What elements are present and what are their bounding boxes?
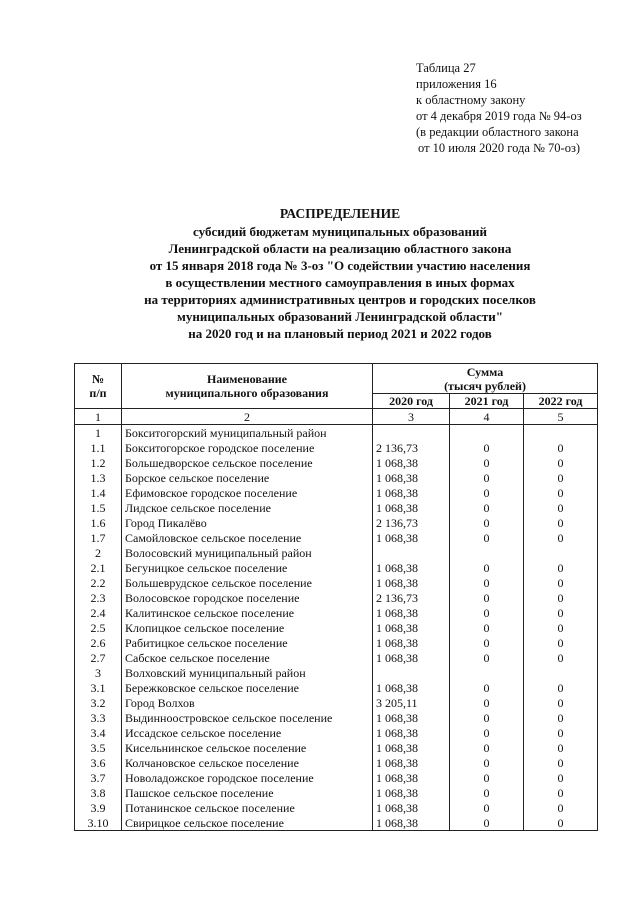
- municipality-name: Кисельнинское сельское поселение: [122, 740, 373, 755]
- ref-line: к областному закону: [416, 93, 526, 107]
- table-row: [75, 440, 598, 455]
- municipality-name: Потанинское сельское поселение: [122, 800, 373, 815]
- table-row: [75, 665, 598, 680]
- municipality-name: Город Волхов: [122, 695, 373, 710]
- table-row: [75, 710, 598, 725]
- header-sum: Сумма (тысяч рублей): [373, 364, 598, 394]
- ref-line: Таблица 27: [416, 61, 476, 75]
- amount-2022: 0: [524, 620, 598, 635]
- amount-2020: 1 068,38: [373, 620, 450, 635]
- title-line: от 15 января 2018 года № 3-оз "О содействии участию населения: [149, 258, 531, 273]
- row-number: 3.7: [75, 770, 122, 785]
- amount-2022: 0: [524, 470, 598, 485]
- table-row: [75, 680, 598, 695]
- amount-2020: 1 068,38: [373, 785, 450, 800]
- amount-2021: 0: [450, 785, 524, 800]
- amount-2021: [450, 545, 524, 560]
- table-row: [75, 485, 598, 500]
- row-number: 1: [75, 425, 122, 441]
- table-row: [75, 425, 598, 441]
- amount-2022: 0: [524, 575, 598, 590]
- amount-2020: 1 068,38: [373, 575, 450, 590]
- row-number: 3.6: [75, 755, 122, 770]
- table-row: [75, 725, 598, 740]
- amount-2021: 0: [450, 440, 524, 455]
- table-row: [75, 800, 598, 815]
- index-cell: 3: [373, 409, 450, 425]
- row-number: 1.6: [75, 515, 122, 530]
- table-row: [75, 500, 598, 515]
- table-row: [75, 650, 598, 665]
- subsidy-table: [74, 363, 598, 831]
- amount-2021: 0: [450, 605, 524, 620]
- amount-2020: 1 068,38: [373, 635, 450, 650]
- row-number: 3: [75, 665, 122, 680]
- municipality-name: Сабское сельское поселение: [122, 650, 373, 665]
- amount-2020: [373, 425, 450, 441]
- row-number: 1.5: [75, 500, 122, 515]
- amount-2022: [524, 545, 598, 560]
- amount-2020: 1 068,38: [373, 710, 450, 725]
- amount-2020: 1 068,38: [373, 530, 450, 545]
- ref-line: от 10 июля 2020 года № 70-оз): [418, 141, 581, 155]
- table-row: [75, 770, 598, 785]
- amount-2022: 0: [524, 560, 598, 575]
- header-name: Наименование муниципального образования: [122, 364, 373, 409]
- index-cell: 5: [524, 409, 598, 425]
- ref-line: приложения 16: [416, 77, 497, 91]
- amount-2022: [524, 665, 598, 680]
- table-row: [75, 590, 598, 605]
- index-cell: 1: [75, 409, 122, 425]
- amount-2021: 0: [450, 650, 524, 665]
- amount-2021: 0: [450, 485, 524, 500]
- table-row: [75, 785, 598, 800]
- row-number: 2.6: [75, 635, 122, 650]
- amount-2021: 0: [450, 815, 524, 831]
- amount-2020: 1 068,38: [373, 485, 450, 500]
- row-number: 2.1: [75, 560, 122, 575]
- row-number: 1.3: [75, 470, 122, 485]
- row-number: 3.1: [75, 680, 122, 695]
- amount-2022: 0: [524, 455, 598, 470]
- amount-2020: [373, 545, 450, 560]
- amount-2020: 1 068,38: [373, 500, 450, 515]
- amount-2021: [450, 665, 524, 680]
- row-number: 1.7: [75, 530, 122, 545]
- amount-2021: 0: [450, 740, 524, 755]
- title-line: на территориях административных центров и городских поселков: [144, 292, 536, 307]
- amount-2021: 0: [450, 635, 524, 650]
- title-heading: РАСПРЕДЕЛЕНИЕ: [279, 206, 401, 221]
- amount-2022: 0: [524, 710, 598, 725]
- table-row: [75, 575, 598, 590]
- amount-2022: 0: [524, 815, 598, 831]
- amount-2020: 1 068,38: [373, 605, 450, 620]
- municipality-name: Рабитицкое сельское поселение: [122, 635, 373, 650]
- amount-2021: 0: [450, 470, 524, 485]
- header-2020: 2020 год: [373, 394, 450, 409]
- amount-2022: 0: [524, 440, 598, 455]
- municipality-name: Иссадское сельское поселение: [122, 725, 373, 740]
- index-cell: 4: [450, 409, 524, 425]
- municipality-name: Ефимовское городское поселение: [122, 485, 373, 500]
- amount-2020: 1 068,38: [373, 725, 450, 740]
- amount-2022: 0: [524, 785, 598, 800]
- municipality-name: Борское сельское поселение: [122, 470, 373, 485]
- header-2022: 2022 год: [524, 394, 598, 409]
- amount-2020: 3 205,11: [373, 695, 450, 710]
- index-cell: 2: [122, 409, 373, 425]
- header-num: № п/п: [75, 364, 122, 409]
- document-title: [90, 205, 590, 342]
- amount-2020: 1 068,38: [373, 680, 450, 695]
- amount-2022: 0: [524, 755, 598, 770]
- amount-2021: 0: [450, 695, 524, 710]
- amount-2022: 0: [524, 605, 598, 620]
- law-reference: [416, 60, 582, 156]
- amount-2021: 0: [450, 530, 524, 545]
- amount-2021: 0: [450, 710, 524, 725]
- row-number: 2.7: [75, 650, 122, 665]
- municipality-name: Волосовское городское поселение: [122, 590, 373, 605]
- amount-2020: 1 068,38: [373, 455, 450, 470]
- amount-2022: 0: [524, 800, 598, 815]
- amount-2021: 0: [450, 560, 524, 575]
- row-number: 3.8: [75, 785, 122, 800]
- row-number: 2: [75, 545, 122, 560]
- municipality-name: Новоладожское городское поселение: [122, 770, 373, 785]
- row-number: 1.4: [75, 485, 122, 500]
- municipality-name: Свирицкое сельское поселение: [122, 815, 373, 831]
- row-number: 3.3: [75, 710, 122, 725]
- amount-2022: 0: [524, 635, 598, 650]
- table-row: [75, 755, 598, 770]
- table-row: [75, 515, 598, 530]
- amount-2020: 1 068,38: [373, 650, 450, 665]
- amount-2022: 0: [524, 740, 598, 755]
- row-number: 3.9: [75, 800, 122, 815]
- amount-2022: [524, 425, 598, 441]
- amount-2021: 0: [450, 590, 524, 605]
- table-row: [75, 620, 598, 635]
- amount-2022: 0: [524, 515, 598, 530]
- title-line: субсидий бюджетам муниципальных образований: [193, 224, 487, 239]
- table-row: [75, 740, 598, 755]
- amount-2022: 0: [524, 680, 598, 695]
- amount-2021: 0: [450, 755, 524, 770]
- amount-2020: 1 068,38: [373, 740, 450, 755]
- amount-2021: 0: [450, 725, 524, 740]
- title-line: муниципальных образований Ленинградской области": [177, 309, 503, 324]
- municipality-name: Лидское сельское поселение: [122, 500, 373, 515]
- amount-2020: [373, 665, 450, 680]
- table-row: [75, 470, 598, 485]
- municipality-name: Самойловское сельское поселение: [122, 530, 373, 545]
- title-line: в осуществлении местного самоуправления в иных формах: [165, 275, 515, 290]
- ref-line: от 4 декабря 2019 года № 94-оз: [416, 109, 582, 123]
- amount-2020: 2 136,73: [373, 515, 450, 530]
- row-number: 2.2: [75, 575, 122, 590]
- table-row: [75, 545, 598, 560]
- title-line: на 2020 год и на плановый период 2021 и 2022 годов: [188, 326, 492, 341]
- amount-2020: 1 068,38: [373, 470, 450, 485]
- municipality-name: Бокситогорское городское поселение: [122, 440, 373, 455]
- municipality-name: Калитинское сельское поселение: [122, 605, 373, 620]
- table-body: [75, 409, 598, 831]
- table-row: [75, 695, 598, 710]
- table-row: [75, 530, 598, 545]
- amount-2022: 0: [524, 530, 598, 545]
- municipality-name: Выдинноостровское сельское поселение: [122, 710, 373, 725]
- amount-2021: 0: [450, 770, 524, 785]
- municipality-name: Клопицкое сельское поселение: [122, 620, 373, 635]
- amount-2020: 1 068,38: [373, 770, 450, 785]
- municipality-name: Волховский муниципальный район: [122, 665, 373, 680]
- municipality-name: Бокситогорский муниципальный район: [122, 425, 373, 441]
- amount-2021: 0: [450, 455, 524, 470]
- header-2021: 2021 год: [450, 394, 524, 409]
- row-number: 1.1: [75, 440, 122, 455]
- municipality-name: Пашское сельское поселение: [122, 785, 373, 800]
- table-row: [75, 605, 598, 620]
- amount-2021: 0: [450, 680, 524, 695]
- municipality-name: Колчановское сельское поселение: [122, 755, 373, 770]
- municipality-name: Большедворское сельское поселение: [122, 455, 373, 470]
- ref-line: (в редакции областного закона: [416, 125, 579, 139]
- row-number: 2.4: [75, 605, 122, 620]
- amount-2020: 1 068,38: [373, 560, 450, 575]
- amount-2020: 2 136,73: [373, 440, 450, 455]
- title-line: Ленинградской области на реализацию областного закона: [168, 241, 512, 256]
- amount-2022: 0: [524, 770, 598, 785]
- amount-2020: 1 068,38: [373, 800, 450, 815]
- municipality-name: Бегуницкое сельское поселение: [122, 560, 373, 575]
- table-row: [75, 455, 598, 470]
- amount-2022: 0: [524, 590, 598, 605]
- amount-2022: 0: [524, 500, 598, 515]
- amount-2020: 2 136,73: [373, 590, 450, 605]
- column-index-row: [75, 409, 598, 425]
- row-number: 2.3: [75, 590, 122, 605]
- municipality-name: Волосовский муниципальный район: [122, 545, 373, 560]
- row-number: 3.5: [75, 740, 122, 755]
- amount-2022: 0: [524, 725, 598, 740]
- amount-2021: 0: [450, 575, 524, 590]
- row-number: 2.5: [75, 620, 122, 635]
- amount-2020: 1 068,38: [373, 815, 450, 831]
- amount-2021: 0: [450, 500, 524, 515]
- amount-2021: 0: [450, 620, 524, 635]
- row-number: 3.4: [75, 725, 122, 740]
- row-number: 3.2: [75, 695, 122, 710]
- amount-2022: 0: [524, 695, 598, 710]
- municipality-name: Большеврудское сельское поселение: [122, 575, 373, 590]
- municipality-name: Город Пикалёво: [122, 515, 373, 530]
- table-row: [75, 560, 598, 575]
- amount-2021: 0: [450, 800, 524, 815]
- row-number: 1.2: [75, 455, 122, 470]
- table-row: [75, 815, 598, 831]
- municipality-name: Бережковское сельское поселение: [122, 680, 373, 695]
- amount-2020: 1 068,38: [373, 755, 450, 770]
- amount-2022: 0: [524, 650, 598, 665]
- row-number: 3.10: [75, 815, 122, 831]
- table-row: [75, 635, 598, 650]
- amount-2021: [450, 425, 524, 441]
- amount-2021: 0: [450, 515, 524, 530]
- amount-2022: 0: [524, 485, 598, 500]
